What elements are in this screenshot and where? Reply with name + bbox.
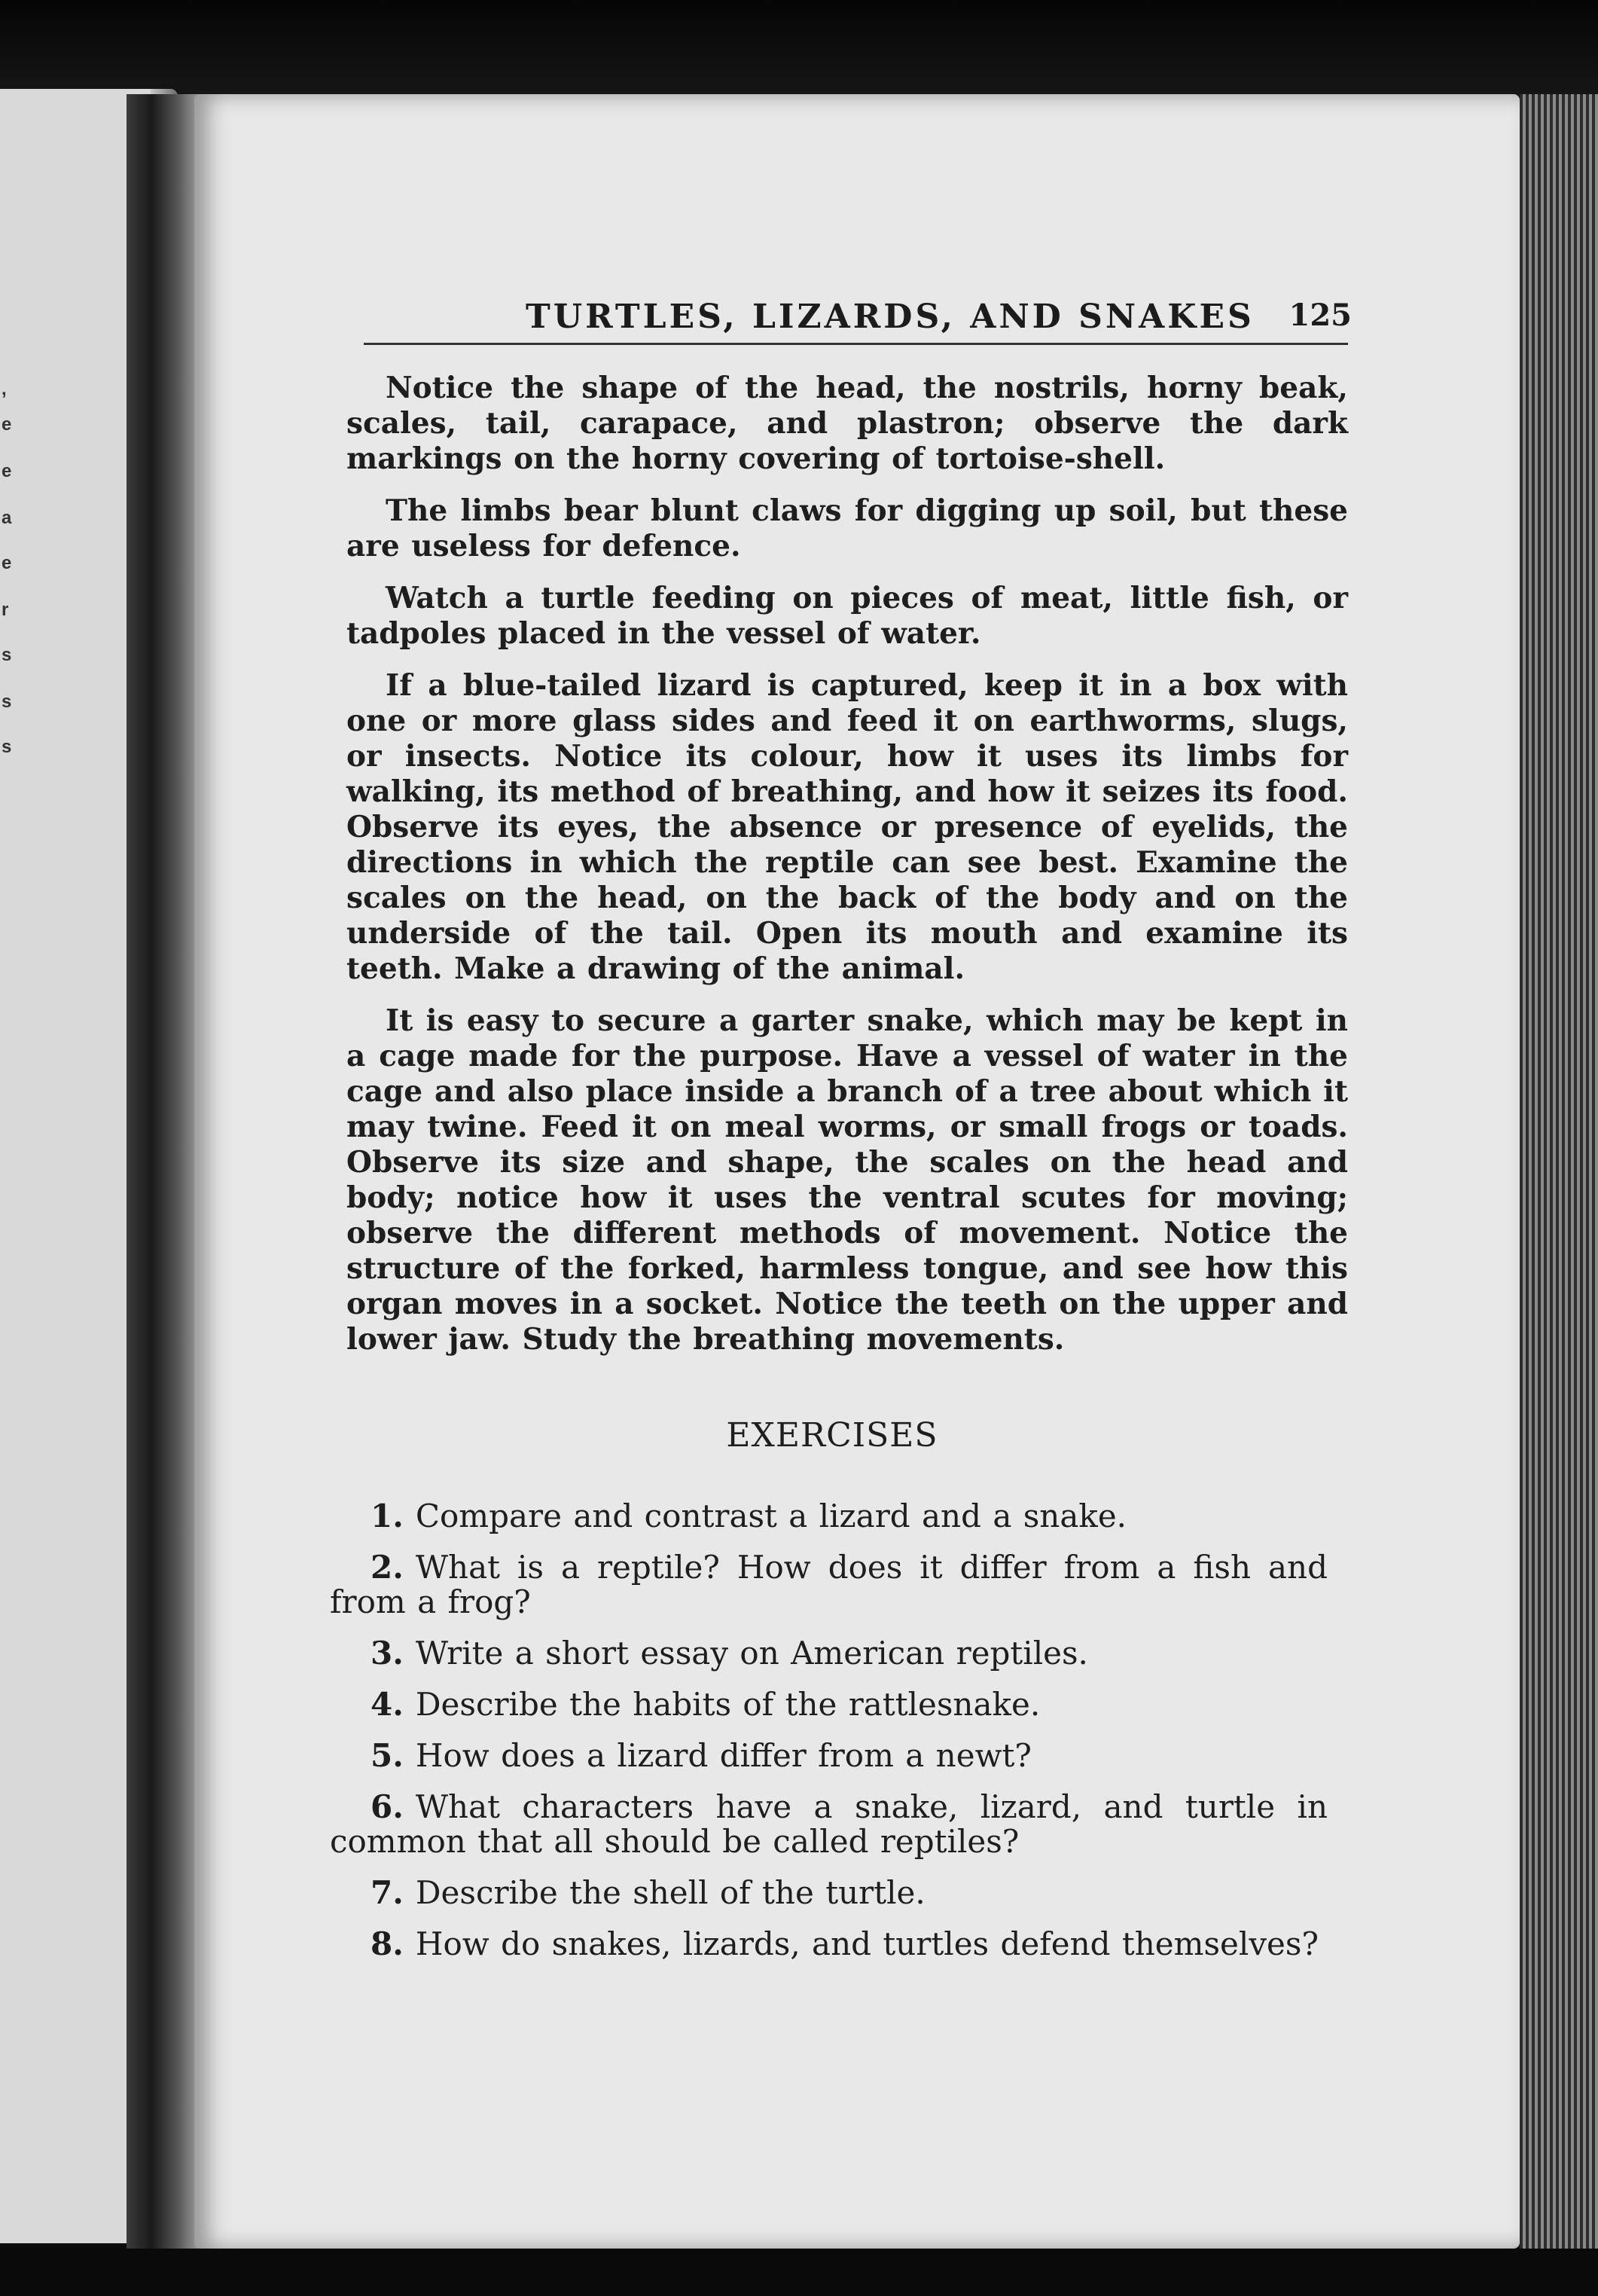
exercise-item [330, 1739, 1328, 1773]
paragraph: If a blue-tailed lizard is captured, keep it in a box with one or more glass sides and feed it on earthworms, slugs, or insects. Notice its colour, how it uses its limbs for walking, its method of breathing, and how it seizes its food. Observe its eyes, the absence or presence of eyelids, the directions in which the reptile can see best. Examine the scales on the head, on the back of the body and on the underside of the tail. Open its mouth and examine its teeth. Make a drawing of the animal. [346, 668, 1348, 986]
exercise-number: 7. [371, 1874, 404, 1911]
scan-background-bottom [0, 2249, 1598, 2296]
paragraph: It is easy to secure a garter snake, which may be kept in a cage made for the purpose. Have a vessel of water in the cage and also place inside a branch of a tree about which it may twine. Feed it on meal worms, or small frogs or toads. Observe its size and shape, the scales on the head and body; notice how it uses the ventral scutes for moving; observe the different methods of movement. Notice the structure of the forked, harmless tongue, and see how this organ moves in a socket. Notice the teeth on the upper and lower jaw. Study the breathing movements. [346, 1003, 1348, 1357]
scan-background-top [0, 0, 1598, 98]
fragment: , [2, 379, 7, 399]
exercise-item [330, 1927, 1328, 1962]
fragment: s [2, 645, 12, 665]
exercise-item [330, 1876, 1328, 1910]
fragment: s [2, 692, 12, 712]
exercise-number: 6. [371, 1788, 404, 1825]
exercise-list [330, 1499, 1328, 1978]
fragment: a [2, 508, 12, 528]
exercise-text: Describe the shell of the turtle. [415, 1874, 926, 1911]
fragment: s [2, 737, 12, 757]
exercise-item [330, 1636, 1328, 1671]
exercise-number: 8. [371, 1925, 404, 1962]
fragment: e [2, 414, 12, 435]
exercise-number: 4. [371, 1686, 404, 1723]
page-number: 125 [1288, 298, 1352, 333]
exercises-heading: EXERCISES [726, 1416, 938, 1455]
fragment: e [2, 461, 12, 481]
exercise-text: Describe the habits of the rattlesnake. [415, 1686, 1041, 1723]
exercise-text: How does a lizard differ from a newt? [415, 1737, 1032, 1774]
body-text [346, 371, 1348, 1374]
fragment: e [2, 553, 12, 573]
exercise-number: 3. [371, 1635, 404, 1672]
header-rule [364, 343, 1348, 345]
exercise-text: What characters have a snake, lizard, and turtle in common that all should be called reptiles? [330, 1788, 1328, 1860]
paragraph: Watch a turtle feeding on pieces of meat, little fish, or tadpoles placed in the vessel of water. [346, 581, 1348, 651]
exercise-number: 1. [371, 1498, 404, 1534]
book-spine [127, 94, 199, 2249]
exercise-text: Compare and contrast a lizard and a snake. [415, 1498, 1127, 1534]
exercise-number: 5. [371, 1737, 404, 1774]
exercise-item [330, 1550, 1328, 1620]
exercise-item [330, 1499, 1328, 1534]
exercise-item [330, 1790, 1328, 1859]
exercise-item [330, 1687, 1328, 1722]
paragraph: Notice the shape of the head, the nostrils, horny beak, scales, tail, carapace, and plastron; observe the dark markings on the horny covering of tortoise-shell. [346, 371, 1348, 476]
running-head-title: TURTLES, LIZARDS, AND SNAKES [526, 298, 1255, 336]
running-head [354, 298, 1352, 335]
exercise-number: 2. [371, 1549, 404, 1586]
exercise-text: How do snakes, lizards, and turtles defend themselves? [415, 1925, 1319, 1962]
fragment: r [2, 600, 9, 620]
exercise-text: What is a reptile? How does it differ from a fish and from a frog? [330, 1549, 1328, 1620]
exercise-text: Write a short essay on American reptiles. [415, 1635, 1088, 1672]
paragraph: The limbs bear blunt claws for digging up soil, but these are useless for defence. [346, 493, 1348, 563]
page-stack-edge [1520, 94, 1598, 2249]
facing-page-text-fragments [2, 89, 15, 2243]
